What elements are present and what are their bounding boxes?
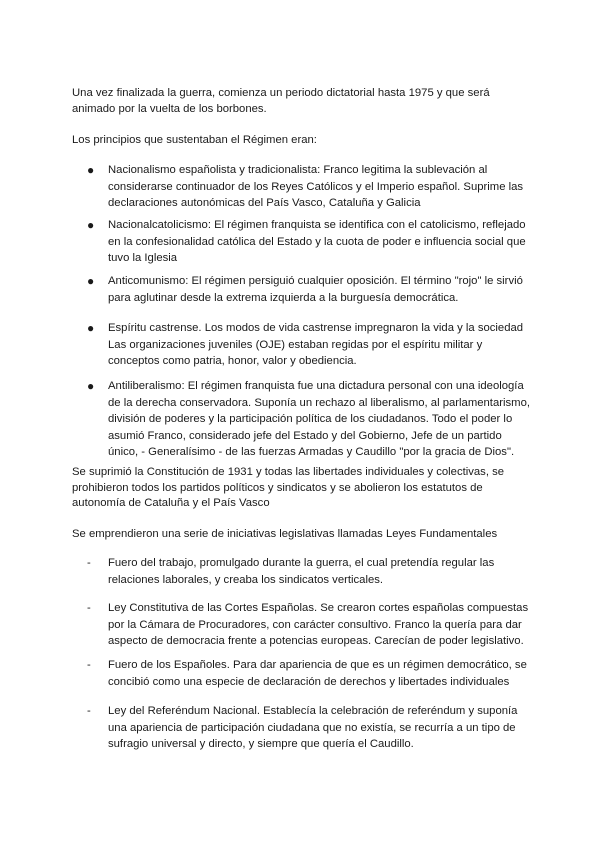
list-item xyxy=(72,378,530,461)
dash-icon: - xyxy=(87,659,91,671)
principles-list xyxy=(72,162,530,212)
list-item xyxy=(72,555,530,588)
laws-list-4 xyxy=(72,703,530,753)
list-item-text: Espíritu castrense. Los modos de vida castrense impregnaron la vida y la sociedad Las organizaciones juveniles (OJE) estaban regidas por el espíritu militar y conceptos como patria, honor, valor y obediencia. xyxy=(108,322,524,368)
list-item xyxy=(72,320,530,370)
intro-paragraph: Una vez finalizada la guerra, comienza un periodo dictatorial hasta 1975 y que será animado por la vuelta de los borbones. xyxy=(72,87,490,115)
principles-list-3 xyxy=(72,273,530,306)
list-item-text: Antiliberalismo: El régimen franquista fue una dictadura personal con una ideología de la derecha conservadora. Suponía un rechazo al liberalismo, al parlamentarismo, división de poderes y la participación política de los ciudadanos. Todo el poder lo asumió Franco, considerado jefe del Estado y del Gobierno, Jefe de un partido único, - Generalísimo - de las fuerzas Armadas y Caudillo "por la gracia de Dios". xyxy=(108,380,530,459)
laws-list xyxy=(72,555,530,588)
list-item xyxy=(72,703,530,753)
bullet-icon: ● xyxy=(87,274,95,288)
dash-icon: - xyxy=(87,602,91,614)
dash-icon: - xyxy=(87,705,91,717)
list-item xyxy=(72,657,530,690)
laws-heading: Se emprendieron una serie de iniciativas legislativas llamadas Leyes Fundamentales xyxy=(72,528,498,540)
dash-icon: - xyxy=(87,557,91,569)
bullet-icon: ● xyxy=(87,163,95,177)
list-item-text: Ley del Referéndum Nacional. Establecía la celebración de referéndum y suponía una apariencia de participación ciudadana que no existía, se recurría a un tipo de sufragio universal y directo, y siempre que quería el Caudillo. xyxy=(108,705,518,751)
list-item xyxy=(72,600,530,650)
principles-list-5 xyxy=(72,378,530,461)
list-item-text: Ley Constitutiva de las Cortes Españolas. Se crearon cortes españolas compuestas por la Cámara de Procuradores, con carácter consultivo. Franco la quería para dar aspecto de democracia frente a potencias europeas. Carecían de poder legislativo. xyxy=(108,602,529,648)
list-item-text: Anticomunismo: El régimen persiguió cualquier oposición. El término "rojo" le sirvió para aglutinar desde la extrema izquierda a la burguesía democrática. xyxy=(108,275,523,304)
principles-list-4 xyxy=(72,320,530,370)
laws-list-2 xyxy=(72,600,530,650)
list-item-text: Fuero del trabajo, promulgado durante la guerra, el cual pretendía regular las relaciones laborales, y creaba los sindicatos verticales. xyxy=(108,557,495,586)
list-item xyxy=(72,273,530,306)
suppression-paragraph: Se suprimió la Constitución de 1931 y todas las libertades individuales y colectivas, se prohibieron todos los partidos políticos y sindicatos y se abolieron los estatutos de autonomía de Cataluña y el País Vasco xyxy=(72,466,505,510)
list-item-text: Nacionalismo españolista y tradicionalista: Franco legitima la sublevación al considerarse continuador de los Reyes Católicos y el Imperio español. Suprime las declaraciones autonómicas del País Vasco, Cataluña y Galicia xyxy=(108,164,524,210)
list-item-text: Fuero de los Españoles. Para dar apariencia de que es un régimen democrático, se concibió como una especie de declaración de derechos y libertades individuales xyxy=(108,659,527,688)
bullet-icon: ● xyxy=(87,218,95,232)
principles-list-2 xyxy=(72,217,530,267)
list-item xyxy=(72,162,530,212)
principles-heading: Los principios que sustentaban el Régimen eran: xyxy=(72,134,317,146)
bullet-icon: ● xyxy=(87,321,95,335)
list-item-text: Nacionalcatolicismo: El régimen franquista se identifica con el catolicismo, reflejado en la confesionalidad católica del Estado y la cuota de poder e influencia social que tuvo la Iglesia xyxy=(108,219,526,265)
list-item xyxy=(72,217,530,267)
laws-list-3 xyxy=(72,657,530,690)
bullet-icon: ● xyxy=(87,379,95,393)
